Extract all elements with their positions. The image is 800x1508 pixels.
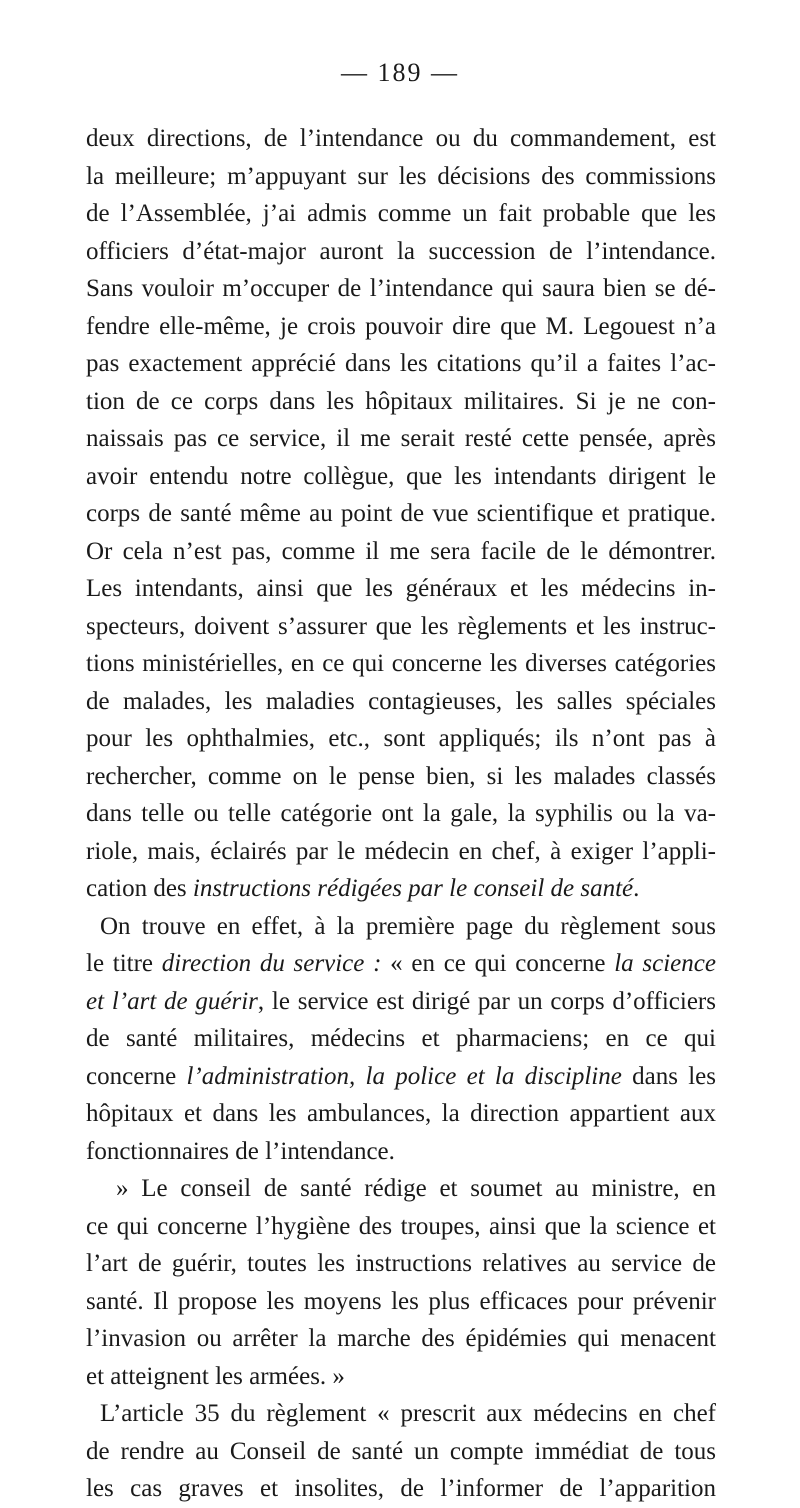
text-line: Les intendants, ainsi que les généraux et les médecins in- (86, 575, 716, 602)
text-line: de santé militaires, médecins et pharmaciens; en ce qui (86, 1025, 716, 1052)
text-line: deux directions, de l’intendance ou du commandement, est (86, 125, 716, 152)
italic-span: la science (614, 950, 716, 977)
text-line (86, 945, 716, 983)
text-line: officiers d’état-major auront la succession de l’intendance. (86, 237, 716, 265)
text-span: « en ce qui concerne (381, 950, 615, 977)
text-line: pas exactement apprécié dans les citations qu’il a faites l’ac- (86, 350, 716, 377)
text-line: On trouve en effet, à la première page du règlement sous (100, 912, 716, 940)
text-span: concerne (86, 1062, 187, 1090)
italic-span: direction du service : (161, 950, 382, 977)
text-line: dans telle ou telle catégorie ont la gale, la syphilis ou la va- (86, 800, 716, 827)
text-line: avoir entendu notre collègue, que les intendants dirigent le (86, 462, 716, 490)
page-number: — 189 — (341, 58, 459, 87)
italic-span: et l’art de guérir (86, 987, 258, 1015)
text-line: tions ministérielles, en ce qui concerne les diverses catégories (86, 650, 716, 677)
text-line: corps de santé même au point de vue scientifique et pratique. (86, 500, 716, 527)
text-line: fonctionnaires de l’intendance. (86, 1137, 395, 1165)
text-line: de malades, les maladies contagieuses, les salles spéciales (86, 687, 716, 715)
text-line: naissais pas ce service, il me serait resté cette pensée, après (86, 425, 716, 452)
text-span: cation des (86, 875, 193, 902)
text-line: specteurs, doivent s’assurer que les règlements et les instruc- (86, 612, 716, 640)
text-line (86, 870, 716, 908)
text-line: les cas graves et insolites, de l’informer de l’apparition (86, 1475, 716, 1502)
text-line: rechercher, comme on le pense bien, si les malades classés (86, 762, 716, 790)
text-line: pour les ophthalmies, etc., sont appliqués; ils n’ont pas à (86, 725, 716, 752)
text-span: le titre (86, 950, 162, 977)
text-line: l’art de guérir, toutes les instructions relatives au service de (86, 1250, 716, 1277)
text-line: tion de ce corps dans les hôpitaux militaires. Si je ne con- (86, 387, 716, 415)
text-line (86, 983, 716, 1021)
text-line: fendre elle-même, je crois pouvoir dire que M. Legouest n’a (86, 312, 716, 340)
text-line: de rendre au Conseil de santé un compte immédiat de tous (86, 1437, 716, 1465)
italic-span: instructions rédigées par le conseil de santé (192, 875, 634, 902)
text-line: santé. Il propose les moyens les plus efficaces pour prévenir (86, 1287, 716, 1315)
italic-span: l’administration, la police et la discipline (186, 1062, 622, 1090)
text-line: » Le conseil de santé rédige et soumet au ministre, en (116, 1175, 716, 1202)
text-span: . (633, 875, 640, 902)
text-line: Sans vouloir m’occuper de l’intendance qui saura bien se dé- (86, 275, 716, 302)
text-line: L’article 35 du règlement « prescrit aux médecins en chef (100, 1400, 716, 1427)
text-line (86, 1058, 716, 1096)
text-line: et atteignent les armées. » (86, 1362, 345, 1390)
text-line: hôpitaux et dans les ambulances, la direction appartient aux (86, 1100, 716, 1127)
text-line: la meilleure; m’appuyant sur les décisions des commissions (86, 162, 716, 190)
text-span: , le service est dirigé par un corps d’officiers (257, 987, 716, 1015)
body-text (86, 120, 716, 1508)
text-line: l’invasion ou arrêter la marche des épidémies qui menacent (86, 1325, 716, 1352)
text-line: Or cela n’est pas, comme il me sera facile de le démontrer. (86, 537, 716, 565)
text-line: ce qui concerne l’hygiène des troupes, ainsi que la science et (86, 1212, 716, 1240)
text-line: riole, mais, éclairés par le médecin en chef, à exiger l’appli- (86, 837, 716, 865)
text-span: dans les (621, 1062, 716, 1090)
text-line: de l’Assemblée, j’ai admis comme un fait probable que les (86, 200, 716, 227)
